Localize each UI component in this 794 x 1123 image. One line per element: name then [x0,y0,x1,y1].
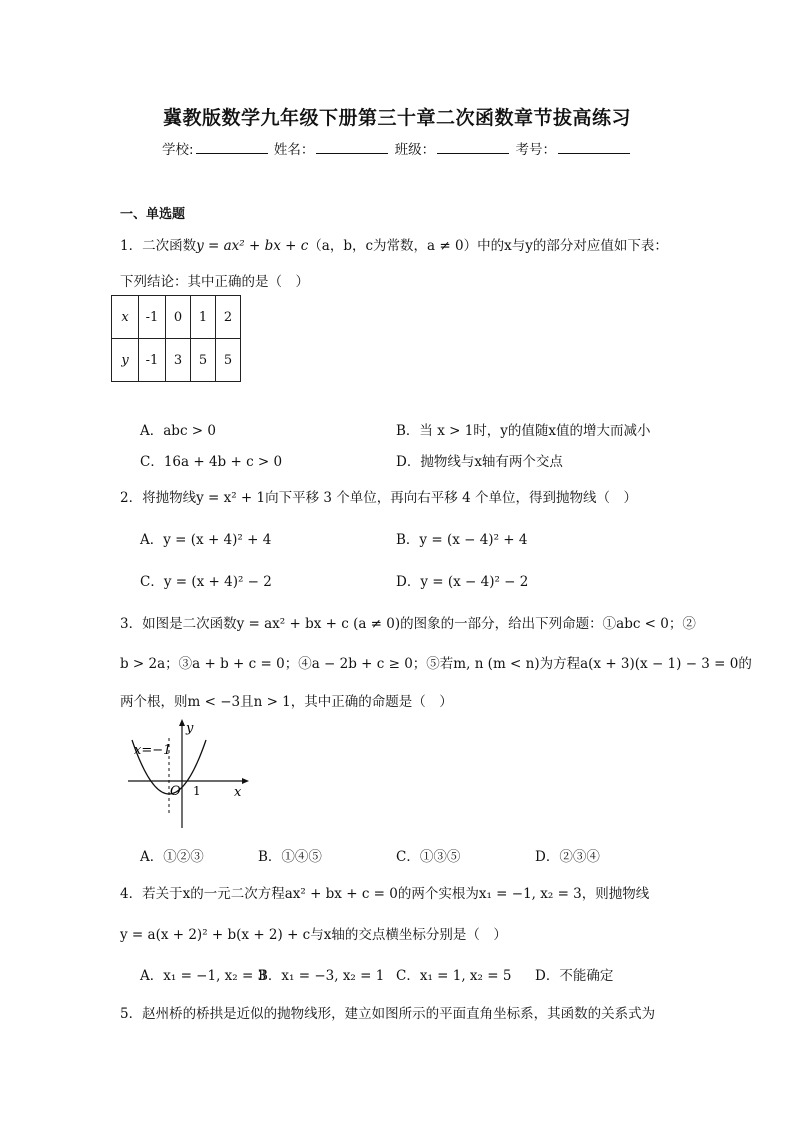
exam-number-label: 考号： [515,142,556,158]
tick-label-one: 1 [193,784,201,798]
page-title: 冀教版数学九年级下册第三十章二次函数章节拔高练习 [162,107,631,129]
q1-option-d[interactable]: D．抛物线与x轴有两个交点 [396,454,563,470]
y-axis-label: y [186,721,194,736]
table-cell: -1 [139,296,166,339]
q1-option-a[interactable]: A．abc > 0 [140,423,216,439]
q1-option-c[interactable]: C．16a + 4b + c > 0 [140,454,283,470]
q3-option-c[interactable]: C．①③⑤ [396,849,461,865]
table-row [112,339,241,382]
q2-option-c[interactable]: C．y = (x + 4)² − 2 [140,574,272,590]
section-title: 一、单选题 [120,207,186,222]
q3-option-a[interactable]: A．①②③ [140,849,204,865]
school-blank[interactable] [196,141,268,154]
q3-parabola-figure [128,718,258,833]
q1-option-b[interactable]: B．当 x > 1时，y的值随x值的增大而减小 [396,423,651,439]
table-cell: 0 [166,296,191,339]
q1-condition: （a，b，c为常数，a ≠ 0）中的x与y的部分对应值如下表： [308,238,668,254]
name-blank[interactable] [316,141,388,154]
q4-option-a[interactable]: A．x₁ = −1, x₂ = 3 [140,968,267,984]
class-blank[interactable] [437,141,509,154]
q4-option-c[interactable]: C．x₁ = 1, x₂ = 5 [396,968,512,984]
q1-formula: y = ax² + bx + c [196,238,309,254]
q4-option-b[interactable]: B．x₁ = −3, x₂ = 1 [258,968,385,984]
q1-prompt: 下列结论：其中正确的是（ ） [120,274,309,290]
x-axis-label: x [234,785,242,800]
class-label: 班级： [394,142,436,158]
origin-label: O [170,784,181,799]
name-label: 姓名： [273,142,315,158]
table-cell: 5 [191,339,216,382]
y-axis-arrow-icon [179,719,185,726]
table-cell: 2 [216,296,241,339]
q2-option-d[interactable]: D．y = (x − 4)² − 2 [396,574,529,590]
q3-option-b[interactable]: B．①④⑤ [258,849,322,865]
q1-stem [120,234,668,254]
table-header-y: y [112,339,139,382]
table-cell: 3 [166,339,191,382]
q5-stem-line1: 5．赵州桥的桥拱是近似的抛物线形，建立如图所示的平面直角坐标系，其函数的关系式为 [120,1006,656,1022]
school-label: 学校: [162,142,194,158]
x-axis-arrow-icon [242,778,249,784]
table-cell: -1 [139,339,166,382]
q3-stem-line2: b > 2a；③a + b + c = 0；④a − 2b + c ≥ 0；⑤若m, n (m < n)为方程a(x + 3)(x − 1) − 3 = 0的 [120,656,752,672]
symmetry-axis-label: x=−1 [134,743,172,758]
q2-option-b[interactable]: B．y = (x − 4)² + 4 [396,532,528,548]
q3-stem-line3: 两个根，则m < −3且n > 1，其中正确的命题是（ ） [120,694,453,710]
q3-stem-line1: 3．如图是二次函数y = ax² + bx + c (a ≠ 0)的图象的一部分，给出下列命题：①abc < 0；② [120,616,696,632]
q2-stem: 2．将抛物线y = x² + 1向下平移 3 个单位，再向右平移 4 个单位，得到抛物线（ ） [120,490,637,506]
q4-stem-line1: 4．若关于x的一元二次方程ax² + bx + c = 0的两个实根为x₁ = −1, x₂ = 3，则抛物线 [120,886,650,902]
table-header-x: x [112,296,139,339]
student-info-line [0,138,794,158]
exam-number-blank[interactable] [558,141,630,154]
table-cell: 5 [216,339,241,382]
q4-option-d[interactable]: D．不能确定 [535,968,614,984]
q1-intro: 1．二次函数 [120,238,197,254]
table-row [112,296,241,339]
q2-option-a[interactable]: A．y = (x + 4)² + 4 [140,532,272,548]
q3-option-d[interactable]: D．②③④ [535,849,600,865]
q4-stem-line2: y = a(x + 2)² + b(x + 2) + c与x轴的交点横坐标分别是（ ） [120,927,507,943]
table-cell: 1 [191,296,216,339]
q1-value-table [111,295,241,382]
